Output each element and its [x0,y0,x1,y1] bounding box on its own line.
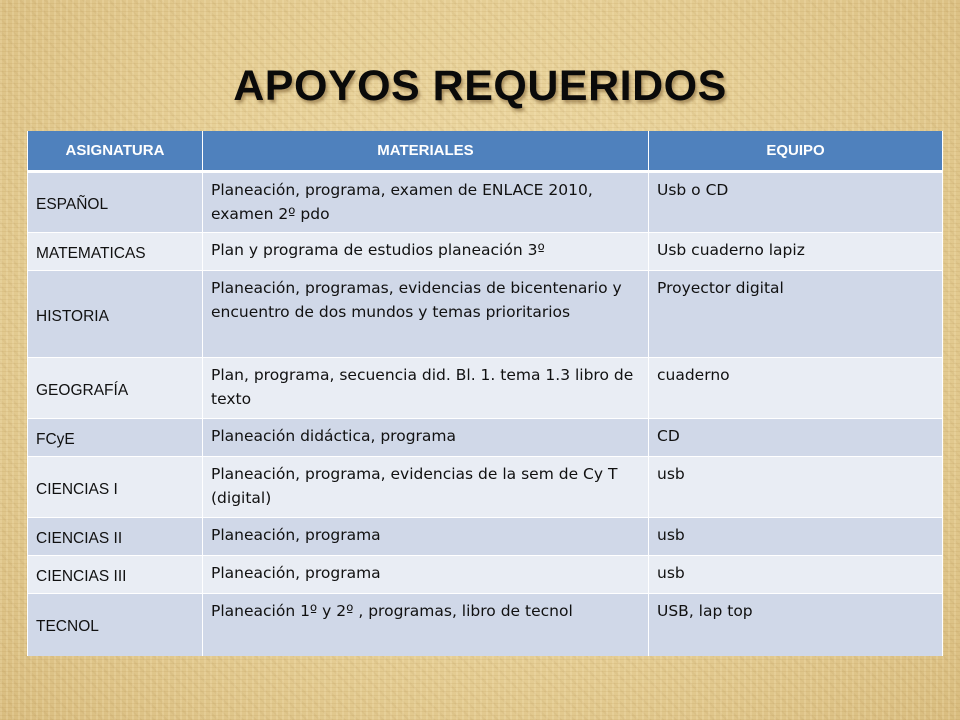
cell-asignatura: CIENCIAS I [28,457,203,518]
page-title: APOYOS REQUERIDOS [233,62,727,110]
table-row [28,172,943,233]
cell-materiales: Planeación, programa [203,518,649,556]
header-materiales: MATERIALES [203,131,649,172]
cell-materiales: Planeación, programa, evidencias de la sem de Cy T (digital) [203,457,649,518]
cell-materiales: Plan, programa, secuencia did. Bl. 1. tema 1.3 libro de texto [203,358,649,419]
cell-equipo: Usb cuaderno lapiz [649,233,943,271]
cell-materiales: Planeación, programas, evidencias de bicentenario y encuentro de dos mundos y temas prioritarios [203,271,649,358]
cell-equipo: cuaderno [649,358,943,419]
table-row [28,594,943,656]
cell-asignatura: GEOGRAFÍA [28,358,203,419]
cell-asignatura: FCyE [28,419,203,457]
supports-table [27,131,943,656]
header-equipo: EQUIPO [649,131,943,172]
cell-equipo: usb [649,518,943,556]
cell-equipo: CD [649,419,943,457]
cell-equipo: Proyector digital [649,271,943,358]
table-row [28,271,943,358]
cell-asignatura: CIENCIAS II [28,518,203,556]
cell-materiales: Plan y programa de estudios planeación 3º [203,233,649,271]
table-row [28,358,943,419]
cell-asignatura: TECNOL [28,594,203,656]
table-row [28,419,943,457]
cell-equipo: Usb o CD [649,172,943,233]
cell-asignatura: MATEMATICAS [28,233,203,271]
table-row [28,518,943,556]
cell-asignatura: HISTORIA [28,271,203,358]
cell-equipo: usb [649,457,943,518]
cell-equipo: USB, lap top [649,594,943,656]
cell-materiales: Planeación, programa, examen de ENLACE 2010, examen 2º pdo [203,172,649,233]
table-header [28,131,943,172]
cell-equipo: usb [649,556,943,594]
cell-materiales: Planeación didáctica, programa [203,419,649,457]
cell-asignatura: ESPAÑOL [28,172,203,233]
cell-materiales: Planeación, programa [203,556,649,594]
table-row [28,233,943,271]
table-row [28,457,943,518]
cell-materiales: Planeación 1º y 2º , programas, libro de tecnol [203,594,649,656]
cell-asignatura: CIENCIAS III [28,556,203,594]
table-row [28,556,943,594]
table-body [28,172,943,656]
header-row [28,131,943,172]
header-asignatura: ASIGNATURA [28,131,203,172]
